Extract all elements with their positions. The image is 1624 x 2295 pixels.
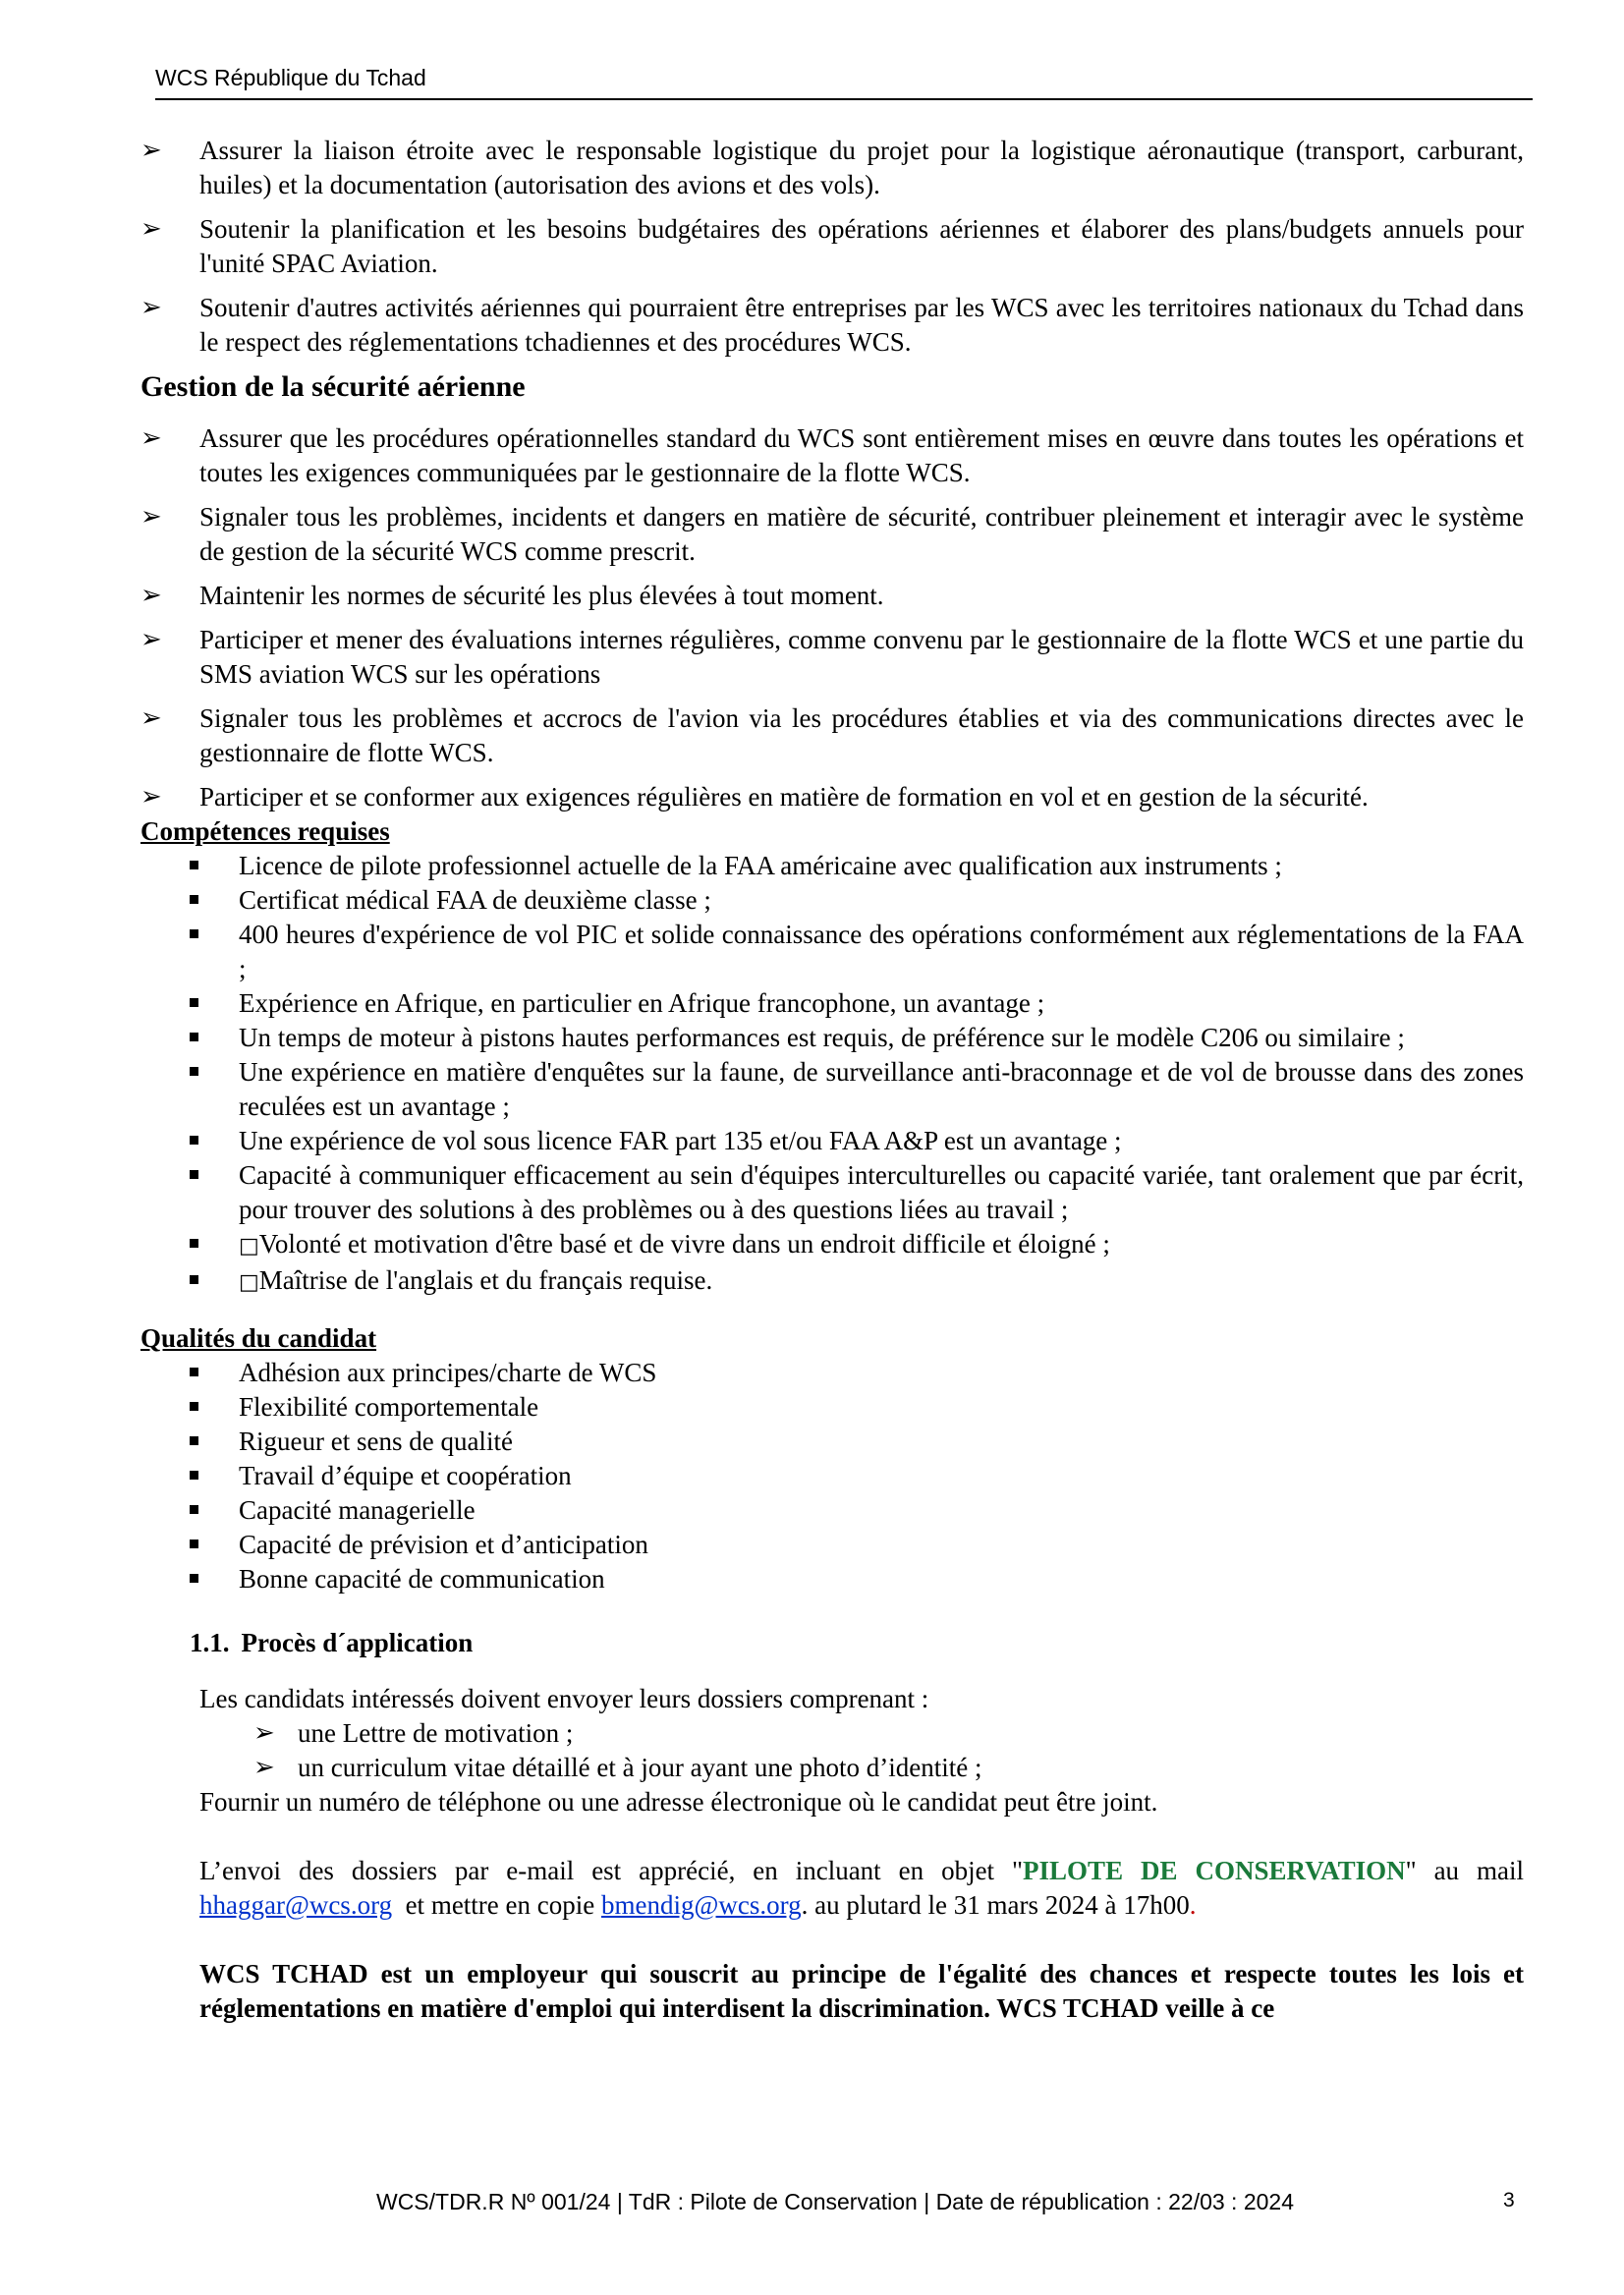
square-bullet-icon xyxy=(190,1574,198,1583)
safety-bullet-list xyxy=(140,421,1524,814)
application-contact: Fournir un numéro de téléphone ou une adresse électronique où le candidat peut être joint. xyxy=(199,1787,1158,1817)
square-bullet-icon xyxy=(190,1436,198,1445)
list-item: Travail d’équipe et coopération xyxy=(140,1459,1524,1493)
list-item: Licence de pilote professionnel actuelle de la FAA américaine avec qualification aux instruments ; xyxy=(140,849,1524,883)
list-item: Certificat médical FAA de deuxième classe ; xyxy=(140,883,1524,918)
list-item: Adhésion aux principes/charte de WCS xyxy=(140,1356,1524,1390)
square-bullet-icon xyxy=(190,1170,198,1179)
page-header: WCS République du Tchad xyxy=(155,65,426,90)
qualities-list xyxy=(140,1356,1524,1596)
list-item: ➢ une Lettre de motivation ; xyxy=(199,1716,1524,1751)
list-item: Expérience en Afrique, en particulier en Afrique francophone, un avantage ; xyxy=(140,986,1524,1021)
arrow-bullet-icon: ➢ xyxy=(140,625,162,654)
square-bullet-icon xyxy=(190,1239,198,1248)
page-number: 3 xyxy=(1503,2189,1515,2211)
square-bullet-icon xyxy=(190,1067,198,1076)
list-item: ➢ Participer et se conformer aux exigences régulières en matière de formation en vol et en gestion de la sécurité. xyxy=(140,780,1524,814)
list-item: Une expérience de vol sous licence FAR part 135 et/ou FAA A&P est un avantage ; xyxy=(140,1124,1524,1158)
equal-opportunity-statement: WCS TCHAD est un employeur qui souscrit au principe de l'égalité des chances et respecte toutes les lois et réglementations en matière d'emploi qui interdisent la discrimination. WCS TCHAD veille à ce xyxy=(199,1959,1524,2023)
list-item: ➢ Signaler tous les problèmes et accrocs de l'avion via les procédures établies et via des communications directes avec le gestionnaire de flotte WCS. xyxy=(140,703,1524,767)
list-item: Une expérience en matière d'enquêtes sur la faune, de surveillance anti-braconnage et de vol de brousse dans des zones reculées est un avantage ; xyxy=(140,1055,1524,1124)
list-item: ➢ Maintenir les normes de sécurité les plus élevées à tout moment. xyxy=(140,579,1524,613)
list-item: Bonne capacité de communication xyxy=(140,1562,1524,1596)
email-subject: PILOTE DE CONSERVATION xyxy=(1023,1856,1406,1885)
list-item: □Volonté et motivation d'être basé et de vivre dans un endroit difficile et éloigné ; xyxy=(140,1227,1524,1263)
list-item: Capacité de prévision et d’anticipation xyxy=(140,1528,1524,1562)
list-item: Rigueur et sens de qualité xyxy=(140,1425,1524,1459)
list-item: 400 heures d'expérience de vol PIC et solide connaissance des opérations conformément aux réglementations de la FAA ; xyxy=(140,918,1524,986)
square-bullet-icon xyxy=(190,998,198,1007)
section-title-safety: Gestion de la sécurité aérienne xyxy=(140,370,526,403)
missing-glyph-box-icon: □ xyxy=(239,1234,259,1259)
page-content xyxy=(140,134,1524,2026)
list-item: ➢ Participer et mener des évaluations internes régulières, comme convenu par le gestionnaire de la flotte WCS et une partie du SMS aviation WCS sur les opérations xyxy=(140,625,1524,689)
application-email-paragraph: L’envoi des dossiers par e-mail est apprécié, en incluant en objet "PILOTE DE CONSERVATION" au mail hhaggar@wcs.org et mettre en copie bmendig@wcs.org. au plutard le 31 mars 2024 à 17h00. xyxy=(199,1856,1524,1920)
arrow-bullet-icon: ➢ xyxy=(140,214,162,244)
missing-glyph-box-icon: □ xyxy=(239,1270,259,1295)
list-item: ➢ Soutenir d'autres activités aériennes qui pourraient être entreprises par les WCS avec les territoires nationaux du Tchad dans le respect des réglementations tchadiennes et des procédures WCS. xyxy=(140,293,1524,357)
square-bullet-icon xyxy=(190,1402,198,1411)
square-bullet-icon xyxy=(190,1505,198,1514)
square-bullet-icon xyxy=(190,895,198,904)
skills-list xyxy=(140,849,1524,1300)
arrow-bullet-icon: ➢ xyxy=(140,423,162,453)
square-bullet-icon xyxy=(190,1539,198,1548)
application-documents-list xyxy=(199,1716,1524,1785)
list-item: ➢ Soutenir la planification et les besoins budgétaires des opérations aériennes et élaborer des plans/budgets annuels pour l'unité SPAC Aviation. xyxy=(140,214,1524,278)
page-footer: WCS/TDR.R Nº 001/24 | TdR : Pilote de Conservation | Date de républication : 22/03 : 2024 xyxy=(375,2189,1294,2214)
square-bullet-icon xyxy=(190,1471,198,1480)
square-bullet-icon xyxy=(190,1368,198,1376)
application-intro: Les candidats intéressés doivent envoyer leurs dossiers comprenant : xyxy=(199,1684,929,1713)
arrow-bullet-icon: ➢ xyxy=(140,136,162,165)
arrow-bullet-icon: ➢ xyxy=(140,703,162,733)
square-bullet-icon xyxy=(190,1275,198,1284)
section-title-skills: Compétences requises xyxy=(140,816,390,846)
arrow-bullet-icon: ➢ xyxy=(140,293,162,322)
square-bullet-icon xyxy=(190,1033,198,1041)
square-bullet-icon xyxy=(190,861,198,869)
email-link-cc[interactable]: bmendig@wcs.org xyxy=(600,1890,802,1920)
intro-bullet-list xyxy=(140,134,1524,360)
list-item: Capacité à communiquer efficacement au sein d'équipes interculturelles ou capacité variée, tant oralement que par écrit, pour trouver des solutions à des problèmes ou à des questions liées au travail ; xyxy=(140,1158,1524,1227)
application-block xyxy=(199,1682,1524,2026)
arrow-bullet-icon: ➢ xyxy=(140,502,162,532)
arrow-bullet-icon: ➢ xyxy=(253,1753,275,1782)
header-rule xyxy=(155,98,1533,100)
list-item: Capacité managerielle xyxy=(140,1493,1524,1528)
email-link-main[interactable]: hhaggar@wcs.org xyxy=(199,1890,393,1920)
list-item: ➢ Assurer que les procédures opérationnelles standard du WCS sont entièrement mises en œuvre dans toutes les opérations et toutes les exigences communiquées par le gestionnaire de la flotte WCS. xyxy=(140,423,1524,487)
list-item: Flexibilité comportementale xyxy=(140,1390,1524,1425)
arrow-bullet-icon: ➢ xyxy=(140,581,162,610)
list-item: □Maîtrise de l'anglais et du français requise. xyxy=(140,1263,1524,1300)
section-number: 1.1. xyxy=(190,1628,230,1657)
list-item: ➢ Assurer la liaison étroite avec le responsable logistique du projet pour la logistique aéronautique (transport, carburant, huiles) et la documentation (autorisation des avions et des vols). xyxy=(140,136,1524,199)
square-bullet-icon xyxy=(190,929,198,938)
arrow-bullet-icon: ➢ xyxy=(140,782,162,812)
section-title-application: 1.1. Procès d´application xyxy=(190,1628,474,1657)
square-bullet-icon xyxy=(190,1136,198,1145)
section-title-qualities: Qualités du candidat xyxy=(140,1323,377,1353)
list-item: ➢ un curriculum vitae détaillé et à jour ayant une photo d’identité ; xyxy=(199,1751,1524,1785)
list-item: ➢ Signaler tous les problèmes, incidents et dangers en matière de sécurité, contribuer pleinement et interagir avec le système de gestion de la sécurité WCS comme prescrit. xyxy=(140,502,1524,566)
list-item: Un temps de moteur à pistons hautes performances est requis, de préférence sur le modèle C206 ou similaire ; xyxy=(140,1021,1524,1055)
arrow-bullet-icon: ➢ xyxy=(253,1718,275,1748)
